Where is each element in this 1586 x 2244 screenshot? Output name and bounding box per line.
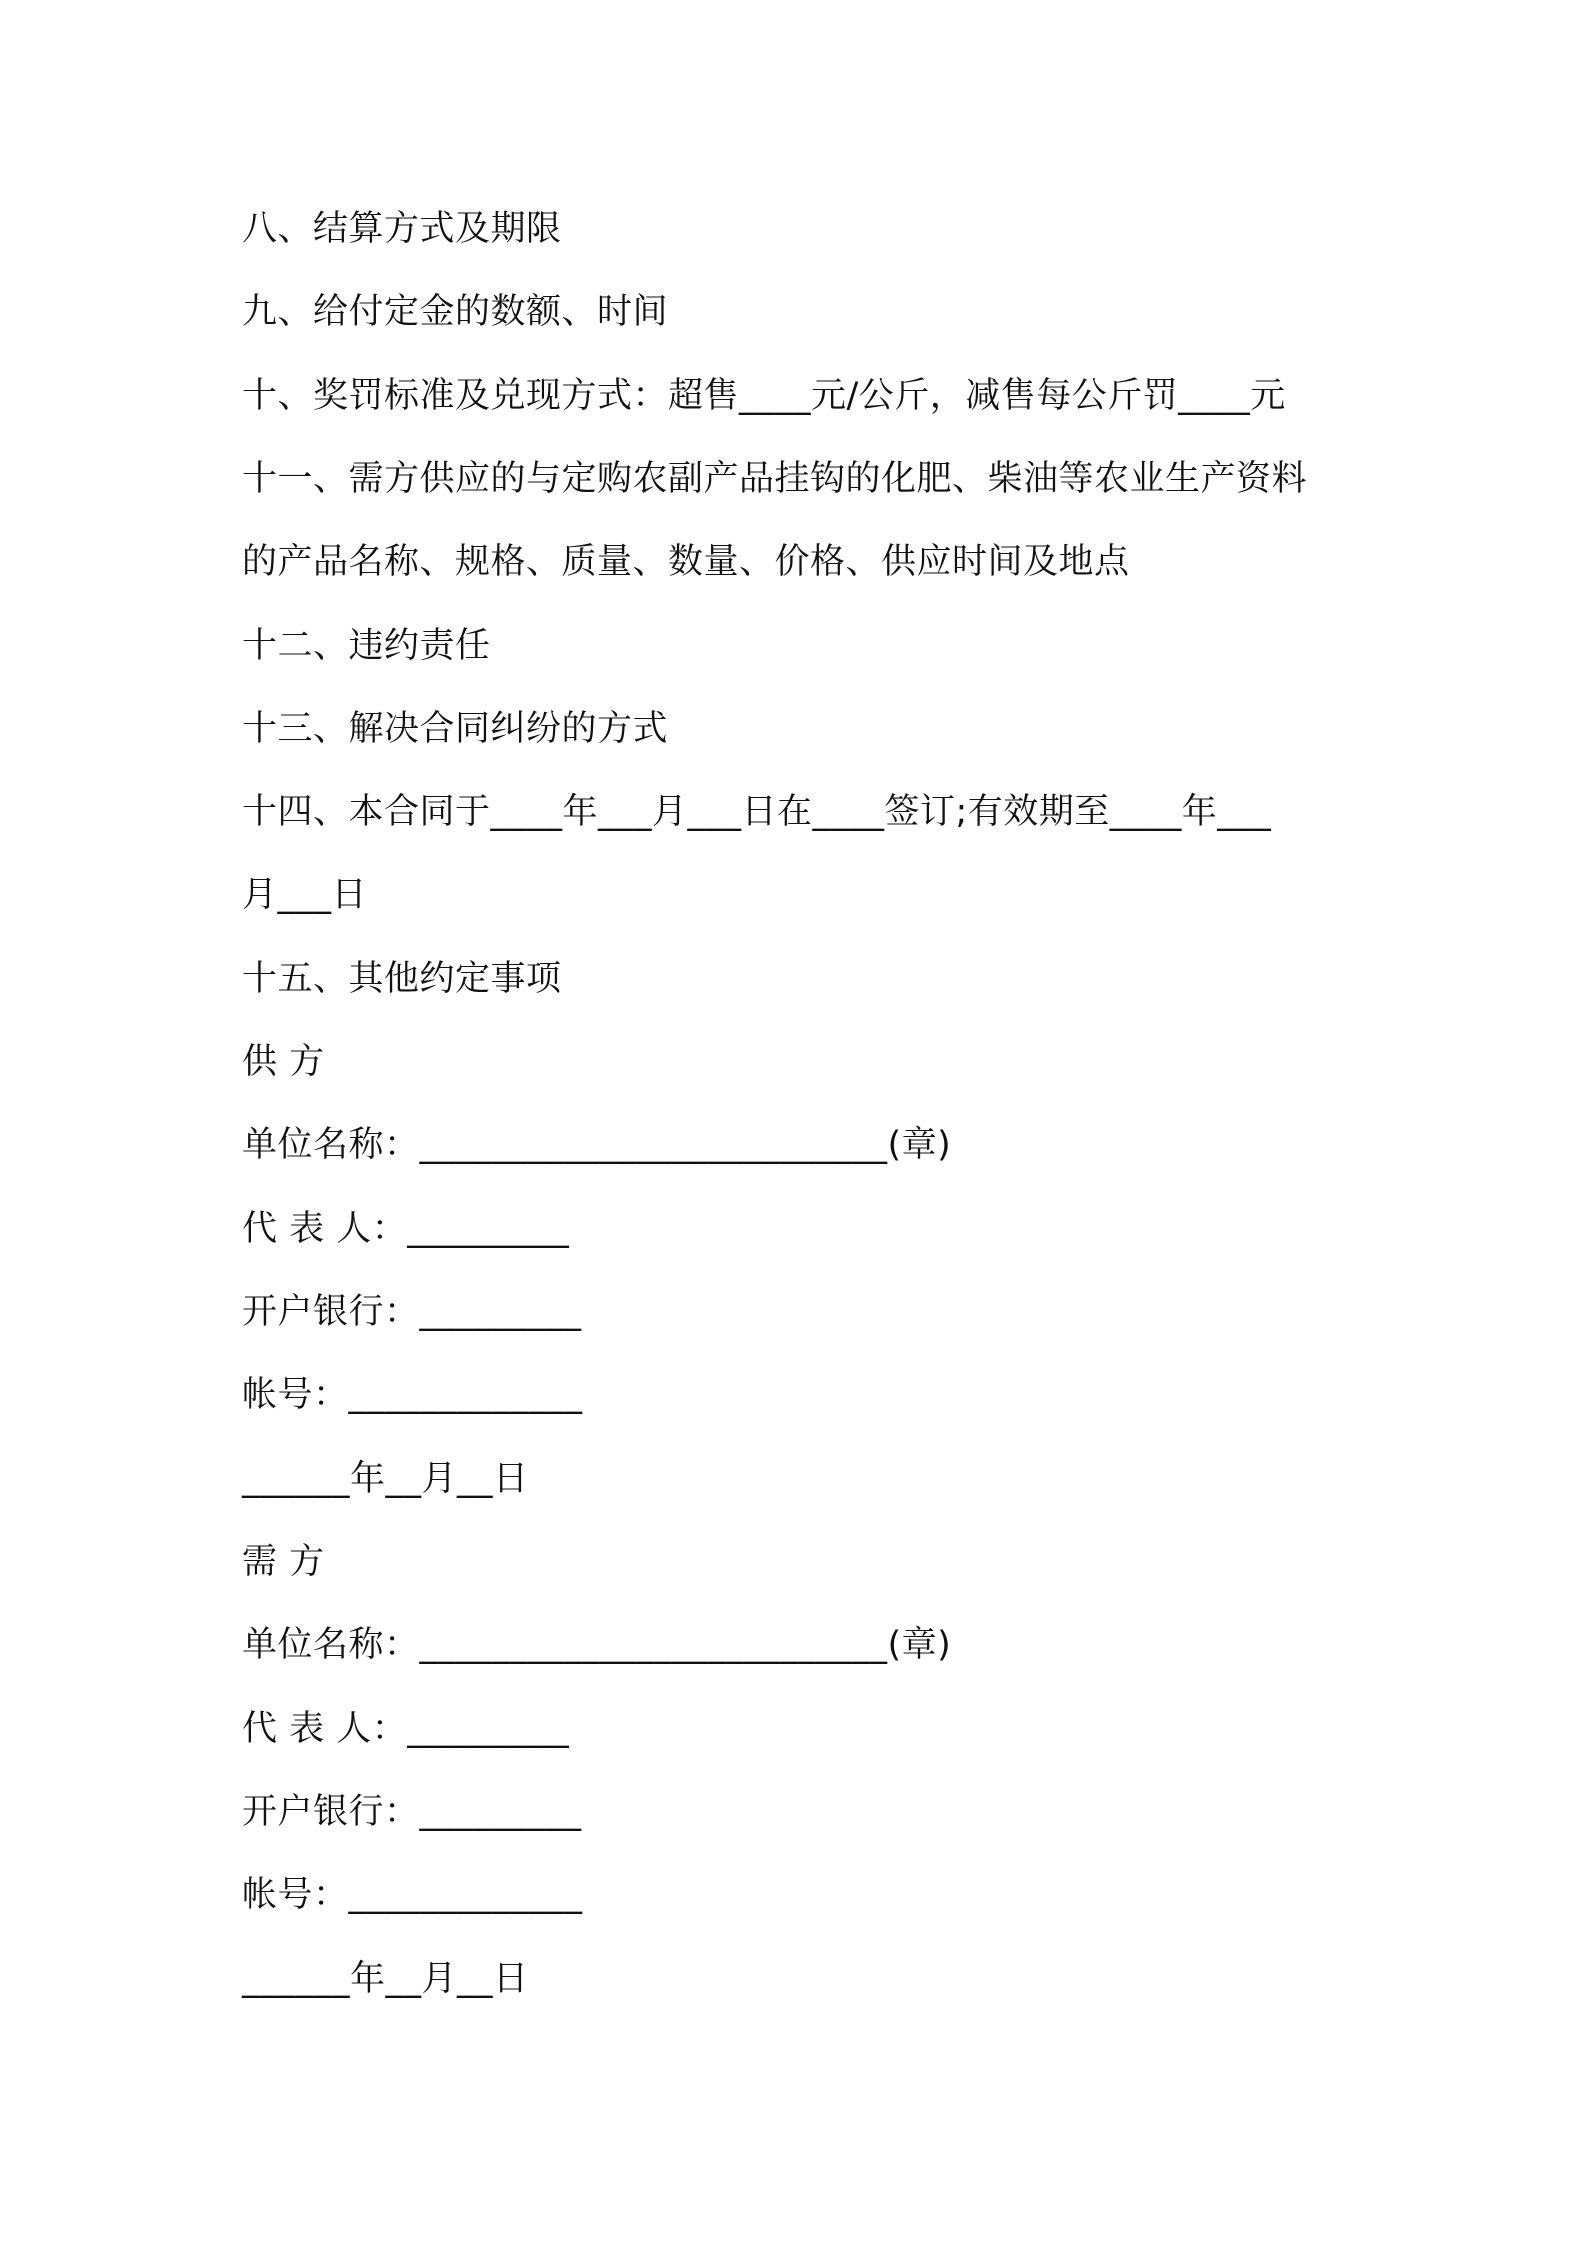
clause-14-line-2: 月___日 (242, 875, 368, 915)
supplier-heading: 供 方 (242, 1042, 325, 1082)
buyer-account: 帐号：_____________ (242, 1875, 583, 1915)
supplier-date: ______年__月__日 (242, 1459, 529, 1499)
clause-13: 十三、解决合同纠纷的方式 (242, 709, 669, 749)
clause-11-line-1: 十一、需方供应的与定购农副产品挂钩的化肥、柴油等农业生产资料 (242, 459, 1308, 499)
buyer-bank: 开户银行：_________ (242, 1792, 582, 1832)
clause-10: 十、奖罚标准及兑现方式：超售____元/公斤，减售每公斤罚____元 (242, 376, 1286, 416)
supplier-unit-name: 单位名称：__________________________(章) (242, 1125, 952, 1165)
clause-11-line-2: 的产品名称、规格、质量、数量、价格、供应时间及地点 (242, 542, 1130, 582)
buyer-date: ______年__月__日 (242, 1959, 529, 1999)
clause-12: 十二、违约责任 (242, 626, 491, 666)
clause-9: 九、给付定金的数额、时间 (242, 292, 669, 332)
supplier-account: 帐号：_____________ (242, 1375, 583, 1415)
clause-8: 八、结算方式及期限 (242, 209, 562, 249)
buyer-heading: 需 方 (242, 1542, 325, 1582)
clause-15: 十五、其他约定事项 (242, 959, 562, 999)
supplier-representative: 代 表 人：_________ (242, 1209, 570, 1249)
buyer-unit-name: 单位名称：__________________________(章) (242, 1625, 952, 1665)
supplier-bank: 开户银行：_________ (242, 1292, 582, 1332)
clause-14-line-1: 十四、本合同于____年___月___日在____签订;有效期至____年___ (242, 792, 1272, 832)
buyer-representative: 代 表 人：_________ (242, 1709, 570, 1749)
